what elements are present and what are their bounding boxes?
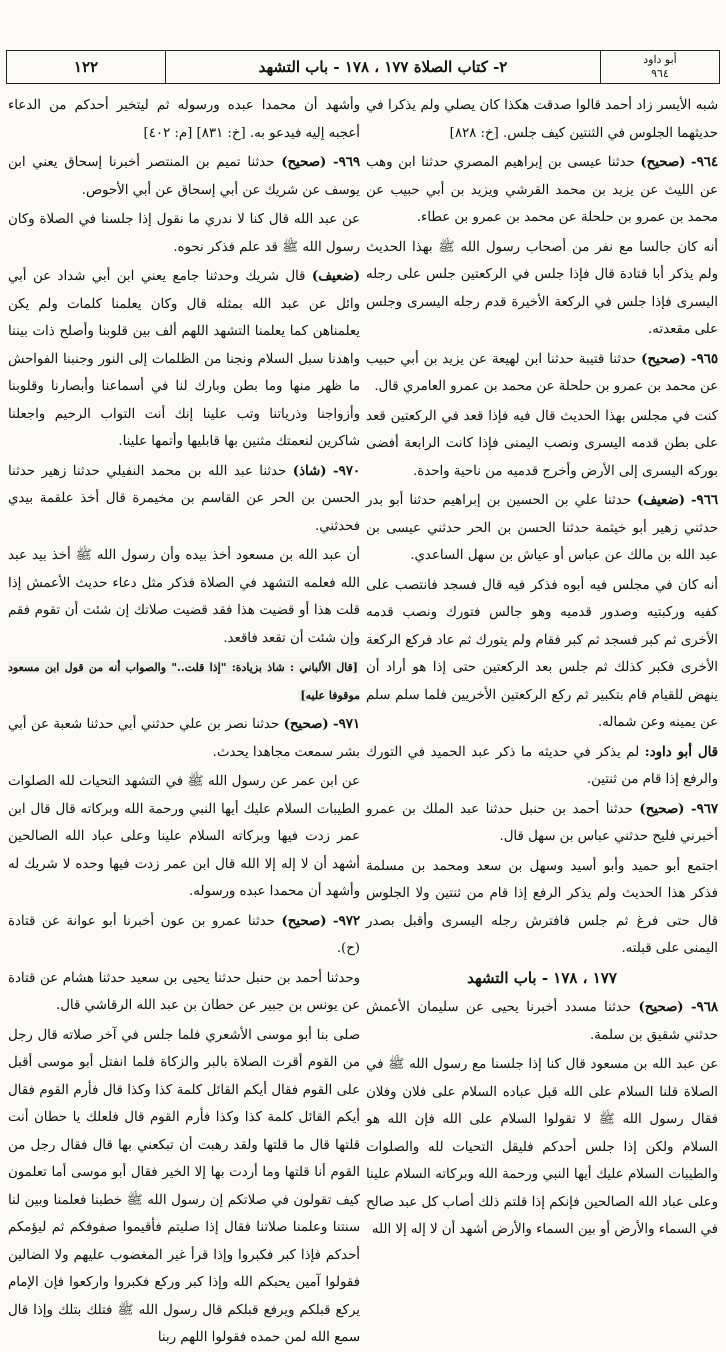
text-paragraph (366, 234, 718, 344)
hadith-number: ٩٦٦- (691, 493, 718, 508)
hadith-paragraph (366, 994, 718, 1049)
paragraph-text: عن عبد الله قال كنا لا ندري ما نقول إذا جلسنا في الصلاة وكان رسول الله ﷺ قد علم فذكر نحوه. (8, 212, 360, 255)
text-paragraph (8, 768, 360, 906)
paragraph-text: حدثنا عبد الله بن محمد النفيلي حدثنا زهير حدثنا الحسن بن الحر عن القاسم بن مخيمرة قال أخذ علقمة بيدي فحدثني. (8, 463, 360, 534)
hadith-paragraph (366, 149, 718, 232)
hadith-paragraph (366, 796, 718, 851)
chapter-heading: ١٧٧ ، ١٧٨ - باب التشهد (467, 968, 617, 987)
hadith-number: ٩٧٠- (333, 463, 360, 479)
text-paragraph (366, 572, 718, 737)
hadith-grade: (صحيح) (281, 913, 327, 929)
paragraph-text: كنت في مجلس بهذا الحديث قال فيه فإذا قعد في الركعتين قعد على بطن قدمه اليسرى ونصب اليمنى فإذا كانت الرابعة أفضى بوركه اليسرى إلى الأرض وأخرج قدميه من ناحية واحدة. (366, 408, 718, 479)
hadith-paragraph (8, 458, 360, 541)
paragraph-text: لم يذكر في حديثه ما ذكر عبد الحميد في التورك والرفع إذا قام من ثنتين. (366, 744, 718, 787)
hadith-grade: (صحيح) (640, 155, 686, 170)
text-paragraph (8, 542, 360, 652)
hadith-number: ٩٧١- (333, 717, 361, 732)
chapter-title: ٢- كتاب الصلاة ١٧٧ ، ١٧٨ - باب التشهد (258, 58, 508, 76)
right-text-column (366, 92, 718, 1237)
hadith-grade: (ضعيف) (636, 493, 686, 508)
hadith-grade: (صحيح) (281, 155, 327, 170)
hadith-grade: (صحيح) (641, 351, 687, 367)
hadith-number: ٩٦٧- (691, 801, 718, 817)
page-header (6, 50, 720, 84)
paragraph-text: قال شريك وحدثنا جامع يعني ابن أبي شداد عن أبي وائل عن عبد الله بمثله قال وكان يعلمنا كلمات ولم يكن يعلمناهن كما يعلمنا التشهد اللهم ألف بين قلوبنا وأصلح ذات بيننا واهدنا سبل السلام ونجنا من الظلمات إلى النور وجنبنا الفواحش ما ظهر منها وما بطن وبارك لنا في أسماعنا وأبصارنا وقلوبنا وأزواجنا وذرياتنا وتب علينا إنك أنت التواب الرحيم واجعلنا شاكرين لنعمتك مثنين بها قابليها وأتمها علينا. (8, 269, 360, 449)
hadith-paragraph (8, 908, 360, 963)
note-label: قال أبو داود: (644, 744, 718, 760)
hadith-number: ٩٧٢- (333, 913, 360, 929)
hadith-number: ٩٦٤- (691, 155, 718, 170)
text-paragraph (366, 853, 718, 963)
hadith-grade: (ضعيف) (311, 269, 360, 284)
paragraph-text: حدثنا أحمد بن حنبل حدثنا عبد الملك بن عمرو أخبرني فليح حدثني عباس بن سهل قال. (366, 801, 718, 844)
paragraph-text: حدثنا علي بن الحسين بن إبراهيم حدثنا أبو بدر حدثني زهير أبو خيثمة حدثنا الحسن بن الحر حدثني عيسى بن عبد الله بن مالك عن عباس أو عياش بن سهل الساعدي. (366, 493, 718, 563)
paragraph-text: حدثنا عمرو بن عون أخبرنا أبو عوانة عن قتادة (ح). (8, 913, 360, 956)
hadith-number: ٩٦٥- (691, 351, 718, 367)
text-paragraph (366, 403, 718, 486)
text-paragraph (8, 206, 360, 261)
paragraph-text: حدثنا عيسى بن إبراهيم المصري حدثنا ابن وهب عن الليث عن يزيد بن محمد القرشي ويزيد بن أبي حبيب عن محمد بن عمرو بن حلحلة عن محمد بن عمرو بن عطاء. (366, 155, 718, 225)
left-text-column (8, 92, 361, 1345)
hadith-paragraph (366, 346, 718, 401)
paragraph-text: شبه الأيسر زاد أحمد قالوا صدقت هكذا كان يصلي ولم يذكرا في حديثهما الجلوس في الثنتين كيف جلس. [خ: ٨٢٨] (366, 98, 718, 141)
hadith-paragraph (366, 487, 718, 570)
paragraph-text: حدثنا تميم بن المنتصر أخبرنا إسحاق يعني ابن يوسف عن شريك عن أبي إسحاق عن أبي الأحوص. (8, 155, 360, 198)
paragraph-text: وأشهد أن محمدا عبده ورسوله ثم ليتخير أحدكم من الدعاء أعجبه إليه فيدعو به. [خ: ٨٣١] [م: ٤٠٢] (8, 98, 360, 141)
paragraph-text: أن عبد الله بن مسعود أخذ بيده وأن رسول الله ﷺ أخذ بيد عبد الله فعلمه التشهد في الصلاة فذكر مثل دعاء حديث الأعمش إذا قلت هذا أو قضيت هذا فقد قضيت صلاتك إن شئت أن تقوم فقم وإن شئت أن تقعد فاقعد. (8, 548, 360, 646)
text-paragraph (8, 92, 360, 147)
paragraph-text: عن ابن عمر عن رسول الله ﷺ في التشهد التحيات لله الصلوات الطيبات السلام عليك أيها النبي ورحمة الله وبركاته قال قال ابن عمر زدت فيها وبركاته السلام علينا وعلى عباد الله الصالحين أشهد أن لا إله إلا الله قال ابن عمر زدت فيها وحده لا شريك له وأشهد أن محمدا عبده ورسوله. (8, 774, 360, 899)
text-paragraph (366, 1051, 718, 1244)
hadith-grade: (صحيح) (639, 801, 685, 817)
paragraph-text: عن عبد الله بن مسعود قال كنا إذا جلسنا مع رسول الله ﷺ في الصلاة قلنا السلام على الله قبل عباده السلام على فلان وفلان فقال رسول الله ﷺ لا تقولوا السلام على الله فإن الله هو السلام ولكن إذا جلس أحدكم فليقل التحيات لله والصلوات والطيبات السلام عليك أيها النبي ورحمة الله وبركاته السلام علينا وعلى عباد الله الصالحين فإنكم إذا قلتم ذلك أصاب كل عبد صالح في السماء والأرض أو بين السماء والأرض أشهد أن لا إله إلا الله (366, 1057, 718, 1237)
paragraph-text: حدثنا مسدد أخبرنا يحيى عن سليمان الأعمش حدثني شقيق بن سلمة. (366, 1000, 718, 1043)
book-reference (600, 51, 719, 83)
paragraph-text: صلى بنا أبو موسى الأشعري فلما جلس في آخر صلاته قال رجل من القوم أقرت الصلاة بالبر والزكاة فلما انفتل أبو موسى أقبل على القوم فقال أيكم القائل كلمة كذا وكذا قال فأرم القوم فقال أيكم القائل كلمة كذا وكذا فأرم القوم قال فلعلك يا حطان أنت قلتها قال ما قلتها ولقد رهبت أن تبكعني بها قال فقال رجل من القوم أنا قلتها وما أردت بها إلا الخير فقال أبو موسى أما تعلمون كيف تقولون في صلاتكم إن رسول الله ﷺ خطبنا فعلمنا وبين لنا سنتنا وعلمنا صلاتنا فقال إذا صليتم فأقيموا صفوفكم ثم ليؤمكم أحدكم فإذا كبر فكبروا وإذا قرأ غير المغضوب عليهم ولا الضالين فقولوا آمين يحبكم الله وإذا كبر وركع فكبروا واركعوا فإن الإمام يركع قبلكم ويرفع قبلكم قال رسول الله ﷺ فتلك بتلك وإذا قال سمع الله لمن حمده فقولوا اللهم ربنا (8, 1027, 360, 1345)
author-note-paragraph (366, 739, 718, 794)
paragraph-text: حدثنا قتيبة حدثنا ابن لهيعة عن يزيد بن أبي حبيب عن محمد بن عمرو بن حلحلة عن محمد بن عمرو العامري قال. (366, 351, 718, 394)
paragraph-text: أنه كان جالسا مع نفر من أصحاب رسول الله ﷺ بهذا الحديث ولم يذكر أبا قتادة قال فإذا جلس في الركعتين جلس على رجله اليسرى فإذا جلس في الركعة الأخيرة قدم رجله اليسرى وجلس على مقعدته. (366, 239, 718, 337)
paragraph-text: اجتمع أبو حميد وأبو أسيد وسهل بن سعد ومحمد بن مسلمة فذكر هذا الحديث ولم يذكر الرفع إذا قام من ثنتين ولا الجلوس قال حتى فرغ ثم جلس فافترش رجله اليسرى وأقبل بصدر اليمنى على قبلته. (366, 858, 718, 956)
hadith-number: ٩٦٨- (691, 1000, 718, 1015)
text-paragraph (366, 92, 718, 147)
bracket-note: [قال الألباني : شاذ بزيادة: "إذا قلت.." والصواب أنه من قول ابن مسعود موقوفا عليه] (8, 661, 360, 702)
hadith-grade: (صحيح) (638, 1000, 684, 1015)
paragraph-text: أنه كان في مجلس فيه أبوه فذكر فيه قال فسجد فانتصب على كفيه وركبتيه وصدور قدميه وهو جالس فتورك ونصب قدمه الأخرى ثم كبر فسجد ثم كبر فقام ولم يتورك ثم عاد فركع الركعة الأخرى فكبر كذلك ثم جلس بعد الركعتين حتى إذا هو أراد أن ينهض للقيام قام بتكبير ثم ركع الركعتين الأخريين فلما سلم سلم عن يمينه وعن شماله. (366, 577, 718, 730)
hadith-paragraph (8, 711, 360, 766)
bracket-note-paragraph (8, 654, 360, 709)
hadith-grade: (شاذ) (292, 463, 327, 479)
hadith-grade: (صحيح) (283, 717, 329, 732)
hadith-number: ٩٦٩- (333, 155, 361, 170)
text-paragraph (8, 1022, 360, 1352)
page-number: ١٢٢ (7, 51, 166, 83)
paragraph-text: وحدثنا أحمد بن حنبل حدثنا يحيى بن سعيد حدثنا هشام عن قتادة عن يونس بن جبير عن حطان بن عبد الله الرقاشي قال. (8, 970, 360, 1013)
hadith-paragraph (8, 149, 360, 204)
paragraph-text: حدثنا نصر بن علي حدثني أبي حدثنا شعبة عن أبي بشر سمعت مجاهدا يحدث. (8, 717, 360, 760)
text-paragraph (8, 965, 360, 1020)
text-paragraph (8, 263, 360, 456)
book-label: أبو داود (643, 53, 677, 66)
book-page: ٩٦٤ (651, 67, 669, 80)
